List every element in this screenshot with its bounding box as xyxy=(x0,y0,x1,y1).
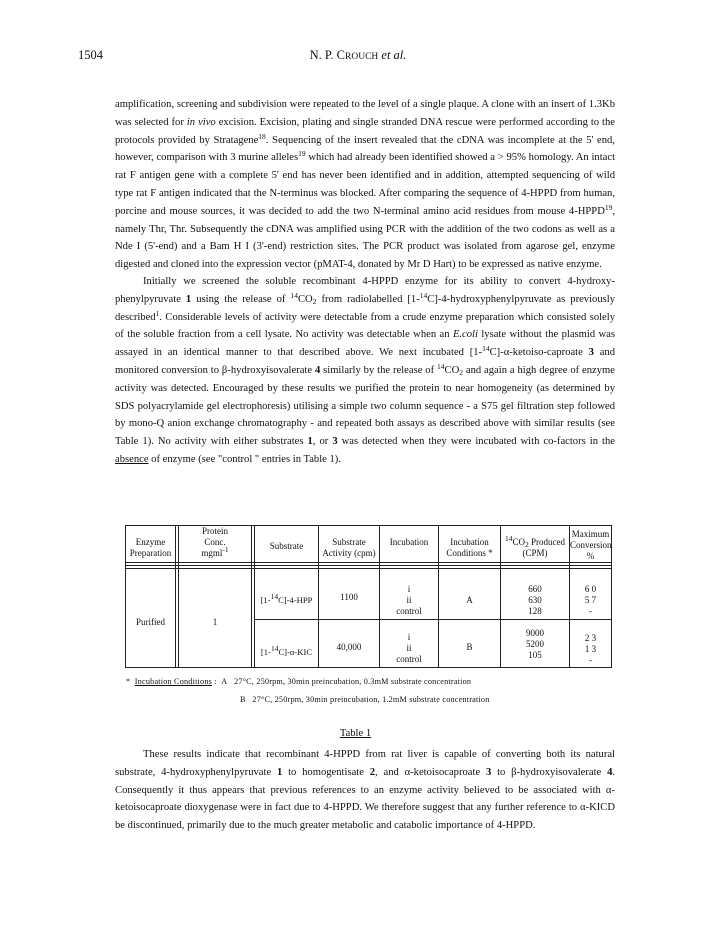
header-substrate: Substrate xyxy=(269,541,304,551)
header-protein-conc: Protein Conc. mgml$^{-1}$ xyxy=(201,526,229,558)
cell-substrate-activity: 1100 xyxy=(340,592,358,602)
cell-condition: A xyxy=(466,595,473,605)
paragraph-screening: Initially we screened the soluble recombinant 4-HPPD enzyme for its ability to convert 4-hydroxy-phenylpyruvate 1 using the release of $^{14}CO_2$ from radiolabelled [1-$^{14}$C]-4-hydroxyphenylpyruvate as previously described$^1$. Considerable levels of activity were detectable from a crude enzyme preparation which consisted solely of the soluble fraction from a cell lysate. No activity was detectable when an E.coli lysate without the plasmid was assayed in an identical manner to that described above. We next incubated [1-$^{14}$C]-α-ketoiso-caproate 3 and monitored conversion to β-hydroxyisovalerate 4 similarly by the release of $^{14}CO_2$ and again a high degree of enzyme activity was detected. Encouraged by these results we purified the protein to near homogeneity (as determined by SDS polyacrylamide gel electrophoresis) utilising a simple two column sequence - a S75 gel filtration step followed by mono-Q anion exchange chromatography - and repeated both assays as described above with similar results (see Table 1). No activity with either substrates 1, or 3 was detected when they were incubated with co-factors in the absence of enzyme (see "control " entries in Table 1). xyxy=(115,276,616,465)
header-incubation: Incubation xyxy=(389,537,429,547)
cell-max-conversion: 6 0 5 7 - xyxy=(584,584,597,616)
table-rule-col xyxy=(175,525,176,668)
table-rule-header xyxy=(125,565,612,566)
cell-max-conversion: 2 3 1 3 - xyxy=(584,633,597,665)
table-rule-header xyxy=(125,568,612,569)
header-co2-produced: $^{14}CO_2$ Produced (CPM) xyxy=(504,534,565,558)
cell-enzyme-purified: Purified xyxy=(136,617,165,627)
paragraph-cloning: amplification, screening and subdivision were repeated to the level of a single plaque. A clone with an insert of 1.3Kb was selected for in vivo excision. Excision, plating and single stranded DNA rescue were performed according to the protocols provided by Stratagene$^{18}$. Sequencing of the insert revealed that the cDNA was incomplete at the 5' end, however, comparison with 3 murine alleles$^{19}$ which had already been identified showed a > 95% homology. An intact rat F antigen gene with a complete 5' end has never been identified and in addition, attempted sequencing of wild type rat F antigen indicated that the N-terminus was blocked. After comparing the sequence of 4-HPPD from human, porcine and mouse sources, it was decided to add the two N-terminal amino acid residues from mouse 4-HPPD$^{19}$, namely Thr, Thr. Subsequently the cDNA was amplified using PCR with the addition of the two codons as well as a Nde I (5'-end) and a Bam H I (3'-end) restriction sites. The PCR product was isolated from agarose gel, enzyme digested and cloned into the expression vector (pMAT-4, donated by Mr D Hart) to be expressed as native enzyme. xyxy=(115,99,616,271)
table-row: [1-$^{14}$C]-α-KIC xyxy=(260,644,313,657)
table-caption: Table 1 xyxy=(339,728,372,739)
page-number: 1504 xyxy=(78,48,103,62)
cell-substrate-activity: 40,000 xyxy=(336,642,362,652)
header-max-conversion: Maximum Conversion % xyxy=(570,529,611,561)
table-rule-middle xyxy=(255,619,612,620)
header-substrate-activity: Substrate Activity (cpm) xyxy=(322,537,376,558)
table-rule-right xyxy=(611,525,612,668)
header-incubation-conditions: Incubation Conditions * xyxy=(446,537,493,558)
cell-co2-produced: 9000 5200 105 xyxy=(526,628,544,660)
header-enzyme-preparation: Enzyme Preparation xyxy=(129,537,172,558)
footnote-incubation-b: B 27°C, 250rpm, 30min preincubation, 1.2mM substrate concentration xyxy=(240,695,490,704)
cell-incubation: i ii control xyxy=(396,632,422,664)
running-header xyxy=(78,48,638,66)
cell-condition: B xyxy=(466,642,473,652)
table-rule-header xyxy=(125,562,612,563)
cell-incubation: i ii control xyxy=(396,584,422,616)
cell-protein-conc: 1 xyxy=(212,617,218,627)
table-row: [1-$^{14}$C]-4-HPP xyxy=(260,592,313,605)
table-rule-bottom xyxy=(125,667,612,668)
results-table xyxy=(125,525,612,670)
footnote-incubation-a: * Incubation Conditions : A 27°C, 250rpm, 30min preincubation, 0.3mM substrate concentration xyxy=(126,677,472,686)
table-rule-col xyxy=(251,525,252,668)
running-head-authors: N. P. CROUCH et al. xyxy=(309,48,407,62)
paragraph-conclusion: These results indicate that recombinant 4-HPPD from rat liver is capable of converting both its natural substrate, 4-hydroxyphenylpyruvate 1 to homogentisate 2, and α-ketoisocaproate 3 to β-hydroxyisovalerate 4. Consequently it thus appears that previous references to an enzyme activity believed to be associated with α-ketoisocaproate dioxygenase were in fact due to 4-HPPD. We therefore suggest that any further reference to α-KICD be discontinued, primarily due to the much greater metabolic and catabolic importance of 4-HPPD. xyxy=(115,749,616,832)
cell-co2-produced: 660 630 128 xyxy=(528,584,542,616)
